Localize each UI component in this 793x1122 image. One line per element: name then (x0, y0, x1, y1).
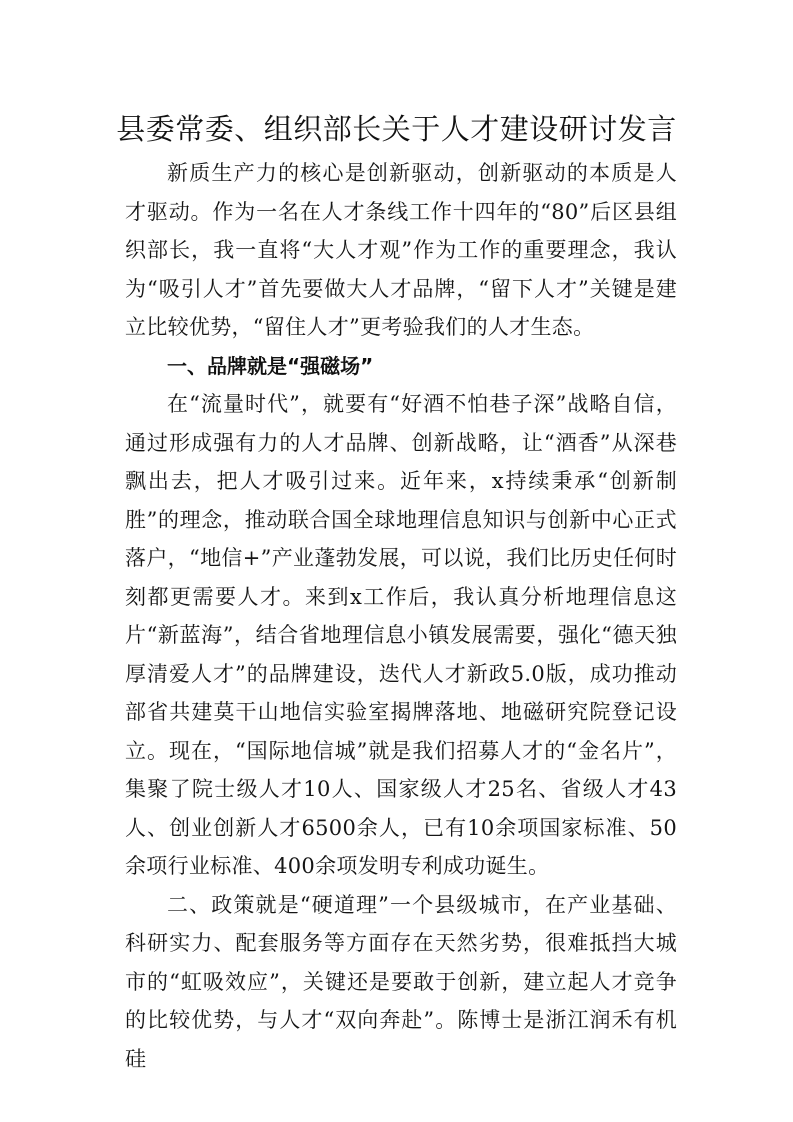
section-2-paragraph: 二、政策就是“硬道理”一个县级城市，在产业基础、科研实力、配套服务等方面存在天然劣势，很难抵挡大城市的“虹吸效应”，关键还是要敢于创新，建立起人才竞争的比较优势，与人才“双向奔赴”。陈博士是浙江润禾有机硅 (125, 892, 677, 1071)
section-1-paragraph: 在“流量时代”，就要有“好酒不怕巷子深”战略自信，通过形成强有力的人才品牌、创新战略，让“酒香”从深巷飘出去，把人才吸引过来。近年来，x持续秉承“创新制胜”的理念，推动联合国全球地理信息知识与创新中心正式落户，“地信+”产业蓬勃发展，可以说，我们比历史任何时刻都更需要人才。来到x工作后，我认真分析地理信息这片“新蓝海”，结合省地理信息小镇发展需要，强化“德天独厚清爱人才”的品牌建设，迭代人才新政5.0版，成功推动部省共建莫干山地信实验室揭牌落地、地磁研究院登记设立。现在，“国际地信城”就是我们招募人才的“金名片”，集聚了院士级人才10人、国家级人才25名、省级人才43人、创业创新人才6500余人，已有10余项国家标准、50余项行业标准、400余项发明专利成功诞生。 (125, 392, 677, 878)
section-1-heading: 一、品牌就是“强磁场” (167, 353, 374, 378)
document-title: 县委常委、组织部长关于人才建设研讨发言 (116, 112, 677, 146)
document-body (125, 154, 677, 1078)
intro-paragraph: 新质生产力的核心是创新驱动，创新驱动的本质是人才驱动。作为一名在人才条线工作十四年的“80”后区县组织部长，我一直将“大人才观”作为工作的重要理念，我认为“吸引人才”首先要做大人才品牌，“留下人才”关键是建立比较优势，“留住人才”更考验我们的人才生态。 (125, 161, 677, 339)
